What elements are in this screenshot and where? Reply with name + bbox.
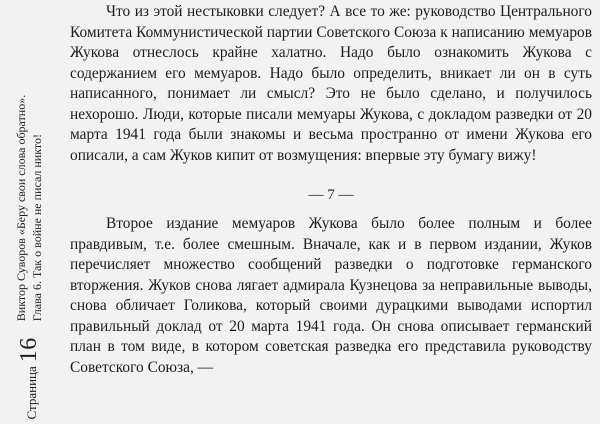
book-info: [13, 95, 45, 321]
paragraph: Второе издание мемуаров Жукова было более полным и более правдивым, т.е. более смешным. Вначале, как и в первом издании, Жуков перечисляет множество сообщений разведки о подготовке германского вторжения. Жуков снова лягает адмирала Кузнецова за неправильные выводы, снова обличает Голикова, который своими дурацкими выводами испортил правильный доклад от 20 марта 1941 года. Он снова описывает германский план в том виде, в котором советская разведка его представила руководству Советского Союза, —: [70, 215, 592, 376]
page-number-block: [16, 337, 43, 419]
page-side-margin: [0, 0, 58, 423]
page-number: 16: [15, 337, 42, 363]
paragraph: Что из этой нестыковки следует? А все то же: руководство Центрального Комитета Коммунистической партии Советского Союза к написанию мемуаров Жукова отнеслось крайне халатно. Надо было ознакомить Жукова с содержанием его мемуаров. Надо было определить, вникает ли он в суть написанного, понимает ли смысл? Это не было сделано, и получилось нехорошо. Люди, которые писали мемуары Жукова, с докладом разведки от 20 марта 1941 года были знакомы и весьма пространно от имени Жукова его описали, а сам Жуков кипит от возмущения: впервые эту бумагу вижу!: [70, 3, 592, 164]
book-title-line: Виктор Суворов «Беру свои слова обратно».: [14, 94, 28, 322]
page-body: [70, 2, 592, 378]
chapter-title-line: Глава 6. Так о войне не писал никто!: [30, 134, 44, 322]
source-page-marker: — 7 —: [308, 187, 354, 203]
rotated-margin-text: [3, 1, 55, 424]
page-word-label: Страница: [23, 366, 39, 420]
